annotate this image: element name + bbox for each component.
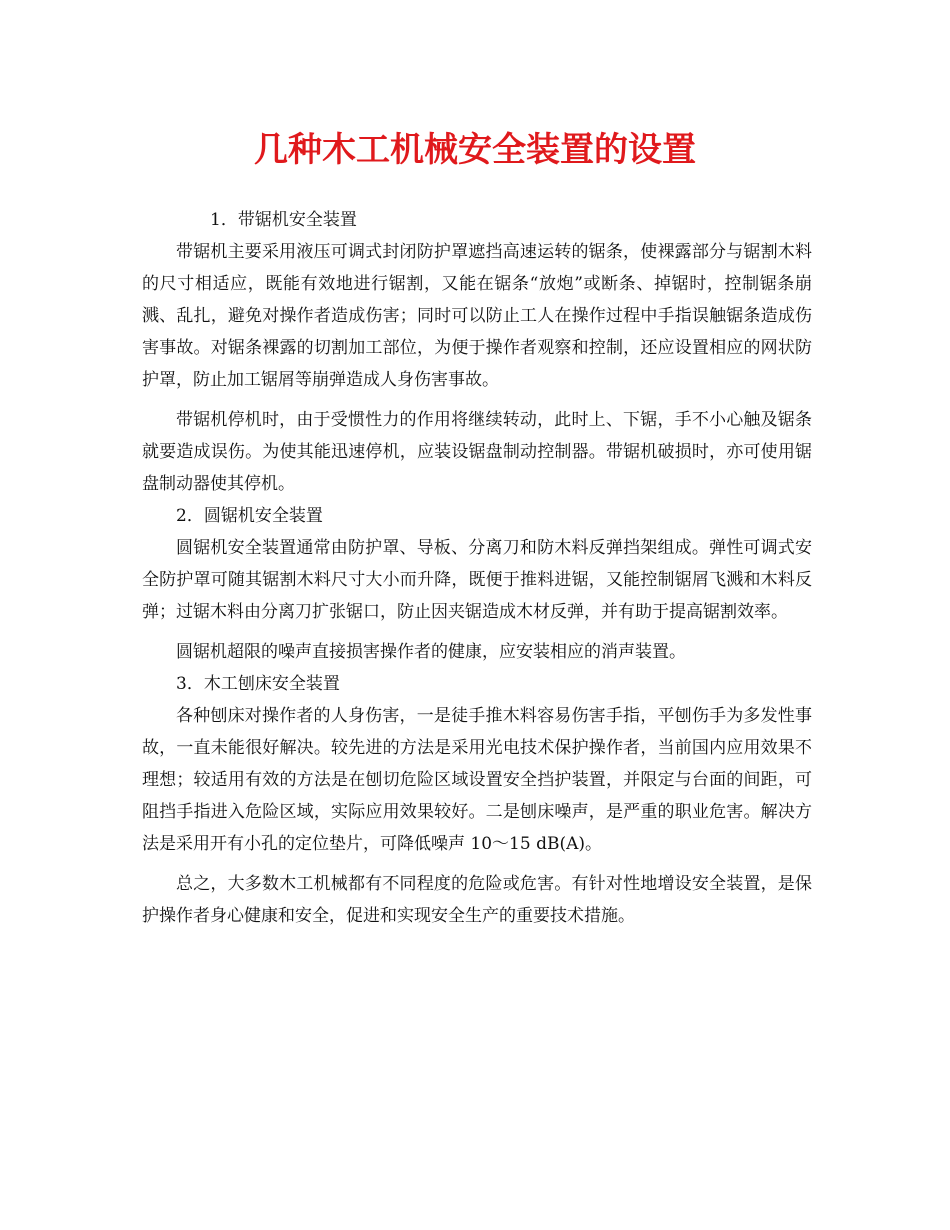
document-title: 几种木工机械安全装置的设置 xyxy=(254,130,696,170)
section-heading-planer: 3．木工刨床安全装置 xyxy=(176,674,340,694)
paragraph-band-saw-guard: 带锯机主要采用液压可调式封闭防护罩遮挡高速运转的锯条，使裸露部分与锯割木料的尺寸相适应，既能有效地进行锯割，又能在锯条“放炮”或断条、掉锯时，控制锯条崩溅、乱扎，避免对操作者造成伤害；同时可以防止工人在操作过程中手指误触锯条造成伤害事故。对锯条裸露的切割加工部位，为便于操作者观察和控制，还应设置相应的网状防护罩，防止加工锯屑等崩弹造成人身伤害事故。 xyxy=(142,242,812,390)
section-heading-band-saw: 1．带锯机安全装置 xyxy=(210,210,357,230)
document-body xyxy=(142,204,812,932)
paragraph-circular-saw-noise: 圆锯机超限的噪声直接损害操作者的健康，应安装相应的消声装置。 xyxy=(176,642,686,662)
paragraph-conclusion: 总之，大多数木工机械都有不同程度的危险或危害。有针对性地增设安全装置，是保护操作者身心健康和安全，促进和实现安全生产的重要技术措施。 xyxy=(142,874,812,926)
paragraph-circular-saw-guard: 圆锯机安全装置通常由防护罩、导板、分离刀和防木料反弹挡架组成。弹性可调式安全防护罩可随其锯割木料尺寸大小而升降，既便于推料进锯，又能控制锯屑飞溅和木料反弹；过锯木料由分离刀扩张锯口，防止因夹锯造成木材反弹，并有助于提高锯割效率。 xyxy=(142,538,812,622)
paragraph-band-saw-stop: 带锯机停机时，由于受惯性力的作用将继续转动，此时上、下锯，手不小心触及锯条就要造成误伤。为使其能迅速停机，应装设锯盘制动控制器。带锯机破损时，亦可使用锯盘制动器使其停机。 xyxy=(142,410,812,494)
paragraph-planer-guard: 各种刨床对操作者的人身伤害，一是徒手推木料容易伤害手指，平刨伤手为多发性事故，一直未能很好解决。较先进的方法是采用光电技术保护操作者，当前国内应用效果不理想；较适用有效的方法是在刨切危险区域设置安全挡护装置，并限定与台面的间距，可阻挡手指进入危险区域，实际应用效果较好。二是刨床噪声，是严重的职业危害。解决方法是采用开有小孔的定位垫片，可降低噪声 10～15 dB(A)。 xyxy=(142,706,812,854)
section-heading-circular-saw: 2．圆锯机安全装置 xyxy=(176,506,323,526)
